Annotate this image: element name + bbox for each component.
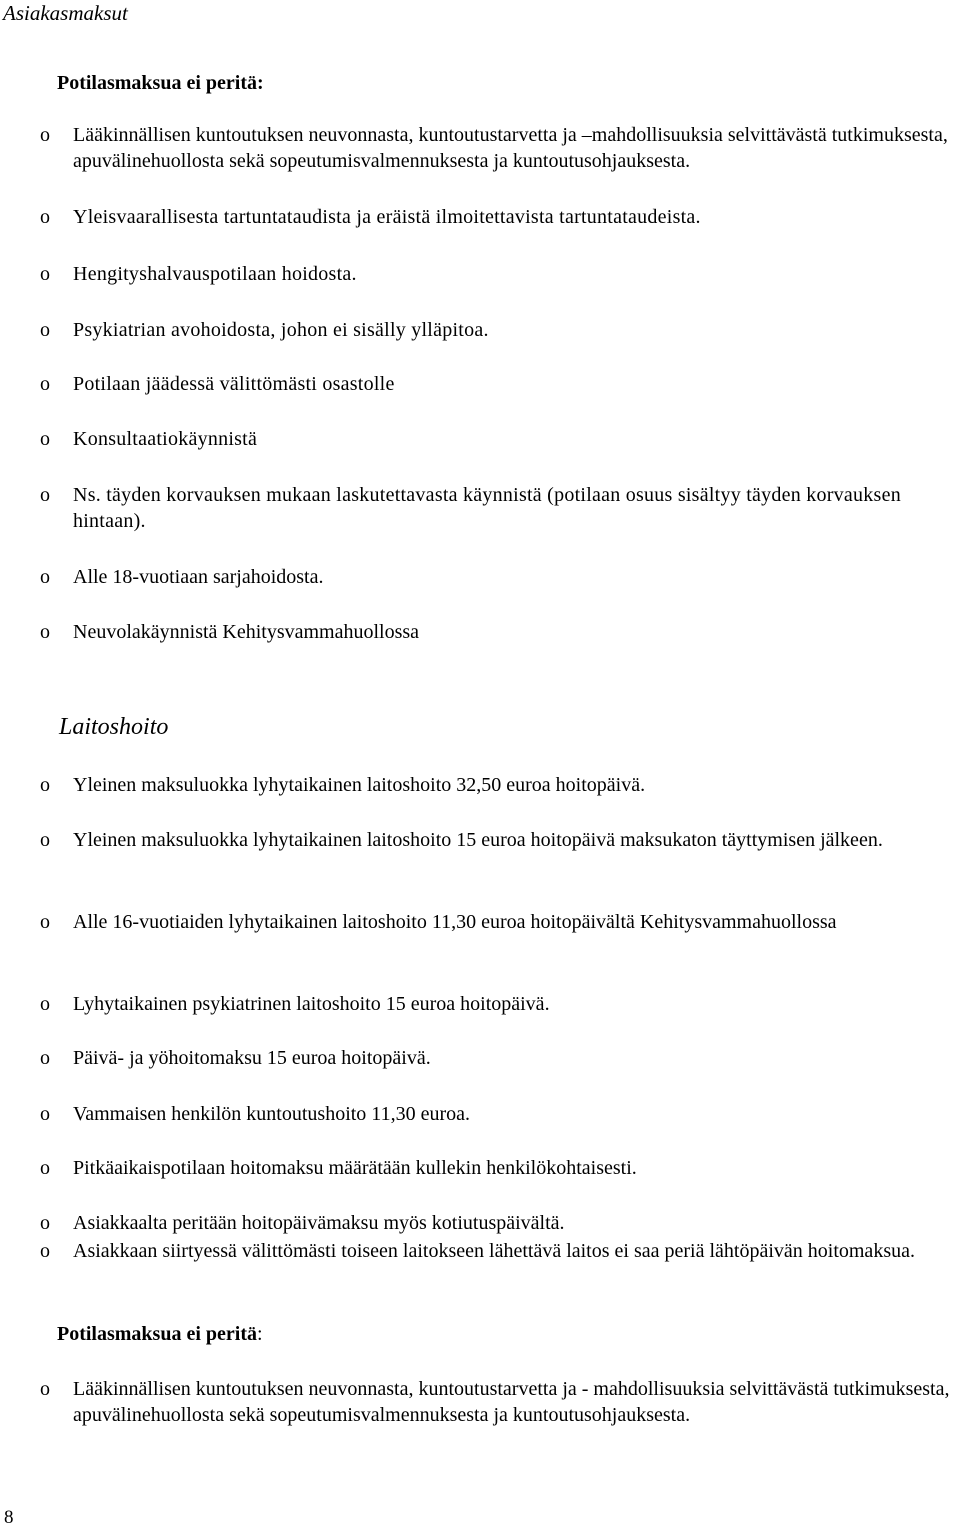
bullet-marker: o (40, 774, 50, 796)
list-item: Yleinen maksuluokka lyhytaikainen laitoshoito 15 euroa hoitopäivä maksukaton täyttymisen jälkeen. (73, 829, 883, 851)
bullet-marker: o (40, 566, 50, 588)
bullet-marker: o (40, 263, 50, 285)
list-item: Neuvolakäynnistä Kehitysvammahuollossa (73, 621, 420, 643)
section-heading-no-fee-repeat (57, 1321, 263, 1347)
list-item: Hengityshalvauspotilaan hoidosta. (73, 263, 357, 285)
bullet-marker: o (40, 1157, 50, 1179)
bullet-marker: o (40, 829, 50, 851)
list-item: Asiakkaan siirtyessä välittömästi toiseen laitokseen lähettävä laitos ei saa periä lähtöpäivän hoitomaksua. (73, 1240, 915, 1262)
page-title: Asiakasmaksut (3, 1, 128, 25)
list-item: Alle 16-vuotiaiden lyhytaikainen laitoshoito 11,30 euroa hoitopäivältä Kehitysvammahuollossa (73, 911, 837, 933)
bullet-marker: o (40, 1378, 50, 1400)
bullet-marker: o (40, 206, 50, 228)
list-item: Potilaan jäädessä välittömästi osastolle (73, 373, 395, 395)
list-item: Ns. täyden korvauksen mukaan laskutettavasta käynnistä (potilaan osuus sisältyy täyden korvauksen hintaan). (73, 484, 901, 532)
page-number: 8 (4, 1507, 14, 1528)
section-heading-text: Potilasmaksua ei peritä (57, 1323, 257, 1345)
bullet-marker: o (40, 1047, 50, 1069)
bullet-marker: o (40, 621, 50, 643)
list-item: Konsultaatiokäynnistä (73, 428, 258, 450)
bullet-marker: o (40, 1240, 50, 1262)
section-heading-no-fee: Potilasmaksua ei peritä: (57, 72, 264, 94)
list-item: Vammaisen henkilön kuntoutushoito 11,30 euroa. (73, 1103, 470, 1125)
list-item: Yleisvaarallisesta tartuntataudista ja eräistä ilmoitettavista tartuntataudeista. (73, 206, 701, 228)
list-item: Päivä- ja yöhoitomaksu 15 euroa hoitopäivä. (73, 1047, 431, 1069)
list-item: Lyhytaikainen psykiatrinen laitoshoito 15 euroa hoitopäivä. (73, 993, 550, 1015)
section-heading-colon: : (257, 1323, 263, 1345)
bullet-marker: o (40, 373, 50, 395)
bullet-marker: o (40, 1103, 50, 1125)
list-item: Psykiatrian avohoidosta, johon ei sisälly ylläpitoa. (73, 319, 489, 341)
list-item: Asiakkaalta peritään hoitopäivämaksu myös kotiutuspäivältä. (73, 1212, 565, 1234)
bullet-marker: o (40, 428, 50, 450)
list-item: Pitkäaikaispotilaan hoitomaksu määrätään kullekin henkilökohtaisesti. (73, 1157, 637, 1179)
bullet-marker: o (40, 319, 50, 341)
bullet-marker: o (40, 124, 50, 146)
section-heading-institutional-care: Laitoshoito (59, 714, 169, 740)
bullet-marker: o (40, 484, 50, 506)
bullet-marker: o (40, 911, 50, 933)
bullet-marker: o (40, 993, 50, 1015)
bullet-marker: o (40, 1212, 50, 1234)
list-item: Lääkinnällisen kuntoutuksen neuvonnasta, kuntoutustarvetta ja –mahdollisuuksia selvittävästä tutkimuksesta, apuvälinehuollosta sekä sopeutumisvalmennuksesta ja kuntoutusohjauksesta. (73, 124, 948, 172)
list-item: Lääkinnällisen kuntoutuksen neuvonnasta, kuntoutustarvetta ja - mahdollisuuksia selvittävästä tutkimuksesta, apuvälinehuollosta sekä sopeutumisvalmennuksesta ja kuntoutusohjauksesta. (73, 1378, 950, 1426)
list-item: Yleinen maksuluokka lyhytaikainen laitoshoito 32,50 euroa hoitopäivä. (73, 774, 646, 796)
list-item: Alle 18-vuotiaan sarjahoidosta. (73, 566, 324, 588)
